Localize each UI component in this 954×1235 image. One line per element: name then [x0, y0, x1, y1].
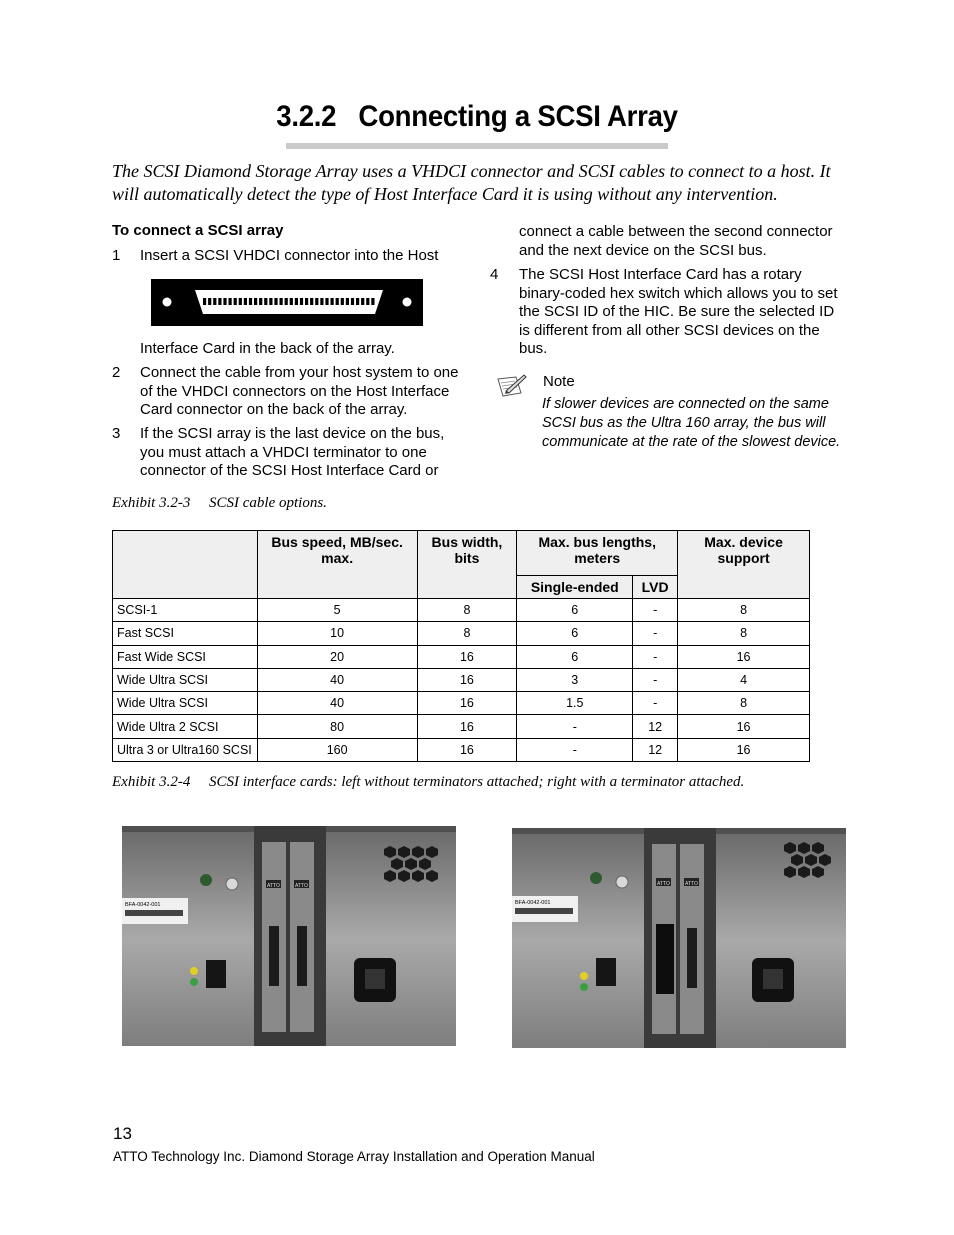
- cell-bus-width: 16: [417, 738, 517, 761]
- table-row: [113, 668, 810, 691]
- step-number: 3: [112, 425, 121, 442]
- header-blank: [113, 531, 258, 599]
- cell-interface: Wide Ultra SCSI: [113, 668, 258, 691]
- step-text: The SCSI Host Interface Card has a rotary binary-coded hex switch which allows you to set the SCSI ID of the HIC. Be sure the selected ID is different from all other SCSI devices on the bus.: [519, 266, 838, 357]
- page-number: 13: [113, 1124, 132, 1143]
- heading-underline: [286, 143, 668, 149]
- cell-lvd: -: [633, 668, 678, 691]
- table-row: [113, 599, 810, 622]
- header-max-bus-lengths: Max. bus lengths, meters: [517, 531, 678, 576]
- section-title: Connecting a SCSI Array: [358, 100, 678, 133]
- section-heading: [38, 100, 916, 134]
- table-row: [113, 715, 810, 738]
- note-title: Note: [543, 373, 575, 390]
- cell-interface: SCSI-1: [113, 599, 258, 622]
- cell-lvd: -: [633, 692, 678, 715]
- header-bus-width: Bus width, bits: [417, 531, 517, 599]
- exhibit-text: SCSI interface cards: left without terminators attached; right with a terminator attached.: [209, 774, 745, 790]
- footer-text: ATTO Technology Inc. Diamond Storage Array Installation and Operation Manual: [113, 1149, 595, 1164]
- step-number: 4: [490, 266, 499, 283]
- card-label: ATTO: [685, 881, 698, 887]
- section-number: 3.2.2: [276, 100, 337, 133]
- step-3: [112, 425, 462, 485]
- cell-bus-speed: 40: [257, 668, 417, 691]
- exhibit-caption-interface-cards: [112, 774, 744, 791]
- step-text: Connect the cable from your host system to one of the VHDCI connectors on the Host Interface Card connector on the back of the array.: [140, 364, 459, 418]
- cell-single-ended: 6: [517, 645, 633, 668]
- cell-interface: Fast Wide SCSI: [113, 645, 258, 668]
- exhibit-text: SCSI cable options.: [209, 495, 327, 511]
- intro-paragraph: The SCSI Diamond Storage Array uses a VHDCI connector and SCSI cables to connect to a host. It will automatically detect the type of Host Interface Card it is using without any intervention.: [112, 161, 831, 204]
- cell-lvd: 12: [633, 715, 678, 738]
- scsi-cable-options-table: [112, 530, 810, 762]
- cell-max-devices: 8: [678, 692, 810, 715]
- step-1: [112, 247, 462, 267]
- cell-bus-width: 8: [417, 599, 517, 622]
- step-text: Insert a SCSI VHDCI connector into the Host: [140, 247, 439, 264]
- step-2: [112, 364, 462, 424]
- cell-bus-width: 16: [417, 668, 517, 691]
- cell-interface: Wide Ultra 2 SCSI: [113, 715, 258, 738]
- cell-bus-width: 16: [417, 715, 517, 738]
- cell-bus-width: 16: [417, 645, 517, 668]
- cell-lvd: -: [633, 645, 678, 668]
- cell-bus-width: 8: [417, 622, 517, 645]
- step-text: If the SCSI array is the last device on the bus, you must attach a VHDCI terminator to one connector of the SCSI Host Interface Card or: [140, 425, 445, 479]
- cell-interface: Fast SCSI: [113, 622, 258, 645]
- cell-single-ended: 1.5: [517, 692, 633, 715]
- photo-label: BFA-0042-001: [125, 902, 161, 908]
- step-1-continued: Interface Card in the back of the array.: [140, 340, 395, 357]
- cell-single-ended: 3: [517, 668, 633, 691]
- note-icon: [496, 373, 528, 399]
- procedure-title: To connect a SCSI array: [112, 222, 284, 239]
- step-number: 1: [112, 247, 121, 264]
- note-body: If slower devices are connected on the same SCSI bus as the Ultra 160 array, the bus will communicate at the rate of the slowest device.: [542, 396, 841, 450]
- cell-bus-speed: 20: [257, 645, 417, 668]
- cell-single-ended: 6: [517, 622, 633, 645]
- step-number: 2: [112, 364, 121, 381]
- photo-cards-without-terminators: [122, 826, 456, 1046]
- photo-cards-with-terminator: [512, 828, 846, 1048]
- cell-bus-speed: 160: [257, 738, 417, 761]
- cell-single-ended: -: [517, 738, 633, 761]
- table-row: [113, 645, 810, 668]
- exhibit-caption-cable-options: [112, 495, 327, 512]
- photo-label: BFA-0042-001: [515, 900, 551, 906]
- cell-max-devices: 16: [678, 645, 810, 668]
- step-4: [490, 266, 845, 362]
- cell-single-ended: -: [517, 715, 633, 738]
- cell-bus-speed: 10: [257, 622, 417, 645]
- cell-max-devices: 8: [678, 622, 810, 645]
- exhibit-label: Exhibit 3.2-3: [112, 495, 191, 511]
- card-label: ATTO: [295, 883, 308, 889]
- step-3-continued: connect a cable between the second connector and the next device on the SCSI bus.: [519, 223, 833, 259]
- cell-max-devices: 16: [678, 715, 810, 738]
- card-label: ATTO: [657, 881, 670, 887]
- cell-bus-speed: 80: [257, 715, 417, 738]
- cell-interface: Ultra 3 or Ultra160 SCSI: [113, 738, 258, 761]
- table-row: [113, 738, 810, 761]
- cell-bus-speed: 5: [257, 599, 417, 622]
- table-row: [113, 622, 810, 645]
- header-lvd: LVD: [633, 576, 678, 599]
- table-row: [113, 692, 810, 715]
- cell-lvd: 12: [633, 738, 678, 761]
- header-bus-speed: Bus speed, MB/sec. max.: [257, 531, 417, 599]
- header-single-ended: Single-ended: [517, 576, 633, 599]
- card-label: ATTO: [267, 883, 280, 889]
- cell-max-devices: 4: [678, 668, 810, 691]
- header-max-device-support: Max. device support: [678, 531, 810, 599]
- vhdci-connector-illustration: [151, 279, 423, 326]
- exhibit-label: Exhibit 3.2-4: [112, 774, 191, 790]
- cell-bus-speed: 40: [257, 692, 417, 715]
- cell-bus-width: 16: [417, 692, 517, 715]
- cell-single-ended: 6: [517, 599, 633, 622]
- cell-max-devices: 16: [678, 738, 810, 761]
- cell-interface: Wide Ultra SCSI: [113, 692, 258, 715]
- cell-lvd: -: [633, 599, 678, 622]
- cell-lvd: -: [633, 622, 678, 645]
- cell-max-devices: 8: [678, 599, 810, 622]
